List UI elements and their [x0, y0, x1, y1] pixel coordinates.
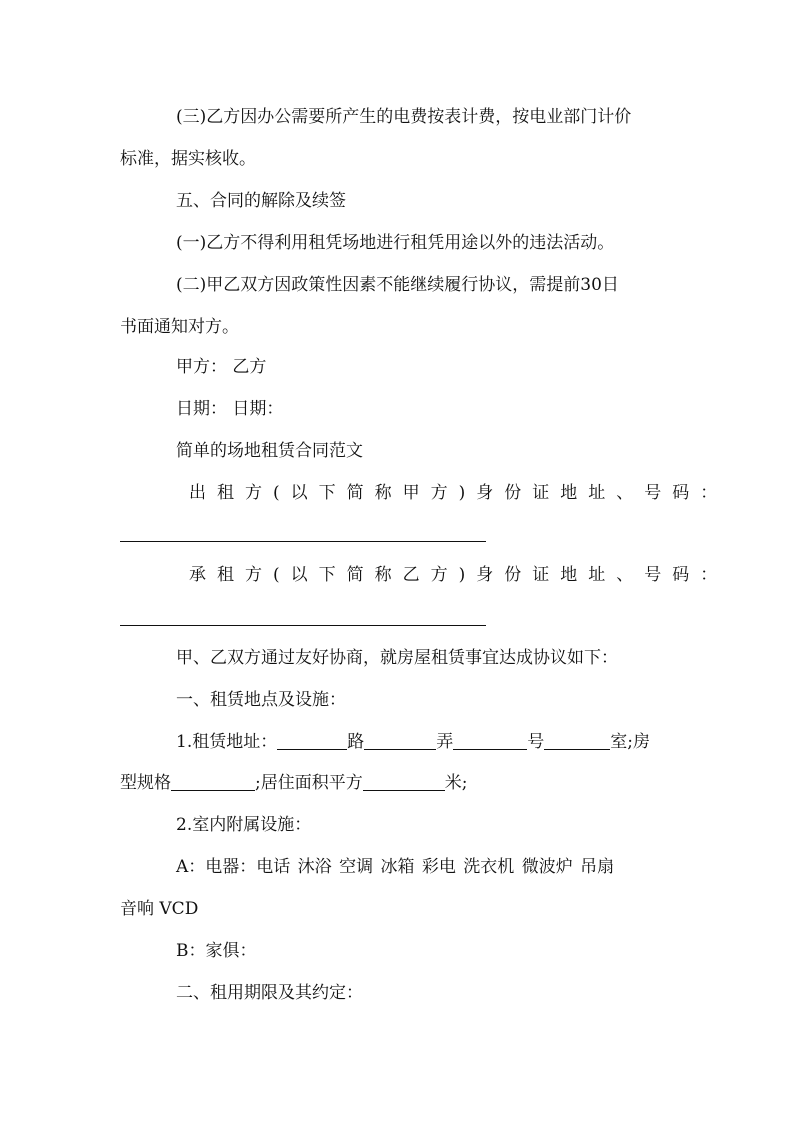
signature-parties: 甲方： 乙方 [176, 357, 267, 377]
area-label: ;居住面积平方 [255, 773, 363, 793]
furniture-line: B：家俱： [176, 941, 257, 961]
intro-paragraph: 甲、乙双方通过友好协商，就房屋租赁事宜达成协议如下： [176, 648, 618, 668]
room-blank [544, 731, 610, 750]
road-blank [277, 731, 347, 750]
signature-dates: 日期： 日期： [176, 399, 284, 419]
rental-address-line1 [176, 730, 675, 754]
area-unit: 米; [444, 773, 468, 793]
heading-termination: 五、合同的解除及续签 [176, 191, 346, 211]
room-label: 室;房 [610, 732, 650, 752]
appliances-line2: 音响 VCD [120, 899, 199, 919]
rental-address-line2 [120, 771, 675, 795]
section-1-heading: 一、租赁地点及设施： [176, 690, 346, 710]
address-label: 1.租赁地址： [176, 732, 278, 752]
section-2-heading: 二、租用期限及其约定： [176, 983, 363, 1003]
paragraph-notice-line1: (二)甲乙双方因政策性因素不能继续履行协议，需提前30日 [176, 275, 619, 295]
road-label: 路 [347, 732, 365, 752]
number-label: 号 [527, 732, 545, 752]
document-title: 简单的场地租赁合同范文 [176, 441, 363, 461]
paragraph-illegal-use: (一)乙方不得利用租凭场地进行租凭用途以外的违法活动。 [176, 233, 615, 253]
paragraph-notice-line2: 书面通知对方。 [120, 317, 239, 337]
area-blank [363, 772, 445, 791]
lessor-blank-line [120, 541, 486, 542]
facilities-heading: 2.室内附属设施： [176, 815, 312, 835]
number-blank [453, 731, 527, 750]
lane-label: 弄 [436, 732, 454, 752]
lessee-blank-line [120, 625, 486, 626]
lessee-id-label: 承租方(以下简称乙方)身份证地址、号码： [189, 565, 729, 585]
paragraph-electricity-line1: (三)乙方因办公需要所产生的电费按表计费，按电业部门计价 [176, 107, 632, 127]
house-type-blank [171, 772, 255, 791]
house-type-label: 型规格 [120, 773, 171, 793]
paragraph-electricity-line2: 标准，据实核收。 [120, 149, 256, 169]
appliances-line1: A：电器：电话 沐浴 空调 冰箱 彩电 洗衣机 微波炉 吊扇 [176, 857, 615, 877]
lane-blank [364, 731, 436, 750]
lessor-id-label: 出租方(以下简称甲方)身份证地址、号码： [189, 483, 729, 503]
